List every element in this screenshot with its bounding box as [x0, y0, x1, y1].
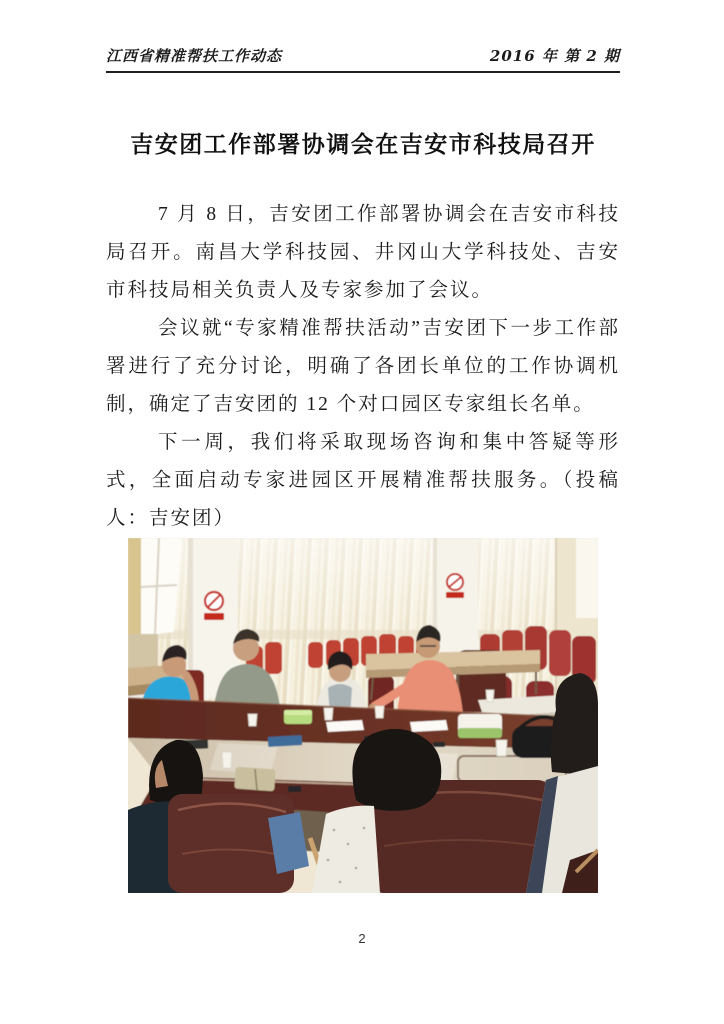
paragraph-1: 7 月 8 日，吉安团工作部署协调会在吉安市科技局召开。南昌大学科技园、井冈山大学科技处、吉安市科技局相关负责人及专家参加了会议。	[106, 204, 620, 301]
foreground-person-curly-hair	[352, 729, 441, 811]
header-publication-title: 江西省精准帮扶工作动态	[106, 47, 283, 65]
article-title: 吉安团工作部署协调会在吉安市科技局召开	[130, 131, 596, 157]
no-smoking-sign-left	[204, 592, 224, 620]
header-issue-label: 2016 年 第 2 期	[489, 47, 620, 65]
meeting-photo	[128, 538, 598, 893]
paragraph-2: 会议就“专家精准帮扶活动”吉安团下一步工作部署进行了充分讨论，明确了各团长单位的工作协调机制，确定了吉安团的 12 个对口园区专家组长名单。	[106, 318, 620, 415]
page-number: 2	[358, 931, 366, 946]
content-column	[106, 0, 620, 893]
paragraph-3: 下一周，我们将采取现场咨询和集中答疑等形式，全面启动专家进园区开展精准帮扶服务。（投稿人：吉安团）	[106, 432, 620, 529]
no-smoking-sign-right	[446, 574, 464, 598]
running-header	[106, 0, 620, 73]
article-body	[106, 196, 620, 538]
